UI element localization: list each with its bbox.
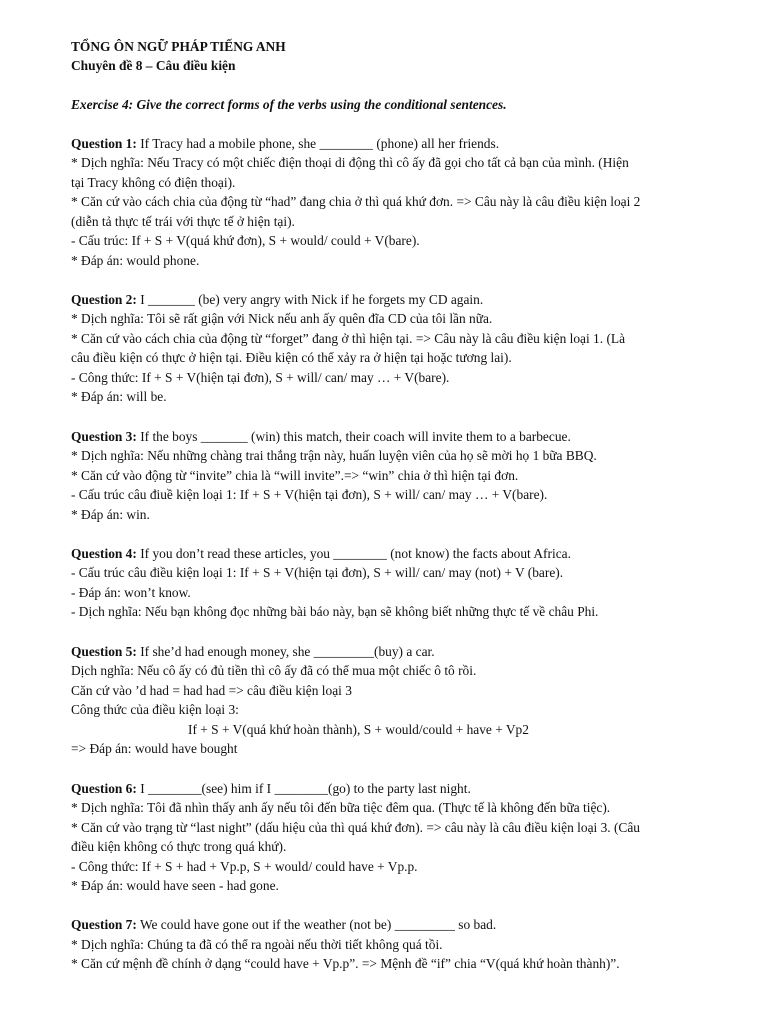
q3-line-3: - Cấu trúc câu điuề kiện loại 1: If + S + V(hiện tại đơn), S + will/ can/ may … + V(bare). [71, 487, 548, 502]
q6-line-4: - Công thức: If + S + had + Vp.p, S + would/ could have + Vp.p. [71, 859, 418, 874]
question-7-prompt [71, 915, 496, 935]
question-5-label: Question 5: [71, 644, 137, 659]
q1-line-1: * Dịch nghĩa: Nếu Tracy có một chiếc điện thoại di động thì cô ấy đã gọi cho tất cả bạn của mình. (Hiện [71, 155, 629, 170]
question-6-text: I ________(see) him if I ________(go) to the party last night. [136, 781, 471, 796]
question-2-prompt [71, 290, 483, 310]
q6-line-3: điều kiện không có thực trong quá khứ). [71, 839, 287, 854]
q5-line-3: Công thức của điều kiện loại 3: [71, 702, 239, 717]
q5-line-1: Dịch nghĩa: Nếu cô ấy có đủ tiền thì cô ấy đã có thể mua một chiếc ô tô rồi. [71, 663, 477, 678]
question-5-text: If she’d had enough money, she _________(buy) a car. [136, 644, 435, 659]
q3-line-1: * Dịch nghĩa: Nếu những chàng trai thắng trận này, huấn luyện viên của họ sẽ mời họ 1 bữa BBQ. [71, 448, 597, 463]
q6-answer: * Đáp án: would have seen - had gone. [71, 878, 279, 893]
question-2-text: I _______ (be) very angry with Nick if he forgets my CD again. [136, 292, 484, 307]
question-3-label: Question 3: [71, 429, 137, 444]
exercise-heading: Exercise 4: Give the correct forms of the verbs using the conditional sentences. [71, 97, 507, 112]
q3-line-2: * Căn cứ vào động từ “invite” chia là “will invite”.=> “win” chia ở thì hiện tại đơn. [71, 468, 519, 483]
q3-answer: * Đáp án: win. [71, 507, 150, 522]
q6-line-2: * Căn cứ vào trạng từ “last night” (dấu hiệu của thì quá khứ đơn). => câu này là câu điều kiện loại 3. (Câu [71, 820, 640, 835]
q6-line-1: * Dịch nghĩa: Tôi đã nhìn thấy anh ấy nếu tôi đến bữa tiệc đêm qua. (Thực tế là không đến bữa tiệc). [71, 800, 611, 815]
q1-line-2: tại Tracy không có điện thoại). [71, 175, 236, 190]
question-2-label: Question 2: [71, 292, 137, 307]
q4-line-1: - Cấu trúc câu điều kiện loại 1: If + S + V(hiện tại đơn), S + will/ can/ may (not) + V (bare). [71, 565, 564, 580]
document-title: TỔNG ÔN NGỮ PHÁP TIẾNG ANH [71, 39, 286, 54]
q2-line-2: * Căn cứ vào cách chia của động từ “forget” đang ở thì hiện tại. => Câu này là câu điều kiện loại 1. (Là [71, 331, 626, 346]
question-7-label: Question 7: [71, 917, 137, 932]
question-7-text: We could have gone out if the weather (not be) _________ so bad. [136, 917, 497, 932]
question-4-text: If you don’t read these articles, you ________ (not know) the facts about Africa. [136, 546, 571, 561]
question-3-prompt [71, 427, 571, 447]
question-6-prompt [71, 779, 471, 799]
question-1-text: If Tracy had a mobile phone, she ________ (phone) all her friends. [136, 136, 500, 151]
question-3-text: If the boys _______ (win) this match, their coach will invite them to a barbecue. [136, 429, 571, 444]
document-subtitle: Chuyên đề 8 – Câu điều kiện [71, 58, 236, 73]
q2-line-1: * Dịch nghĩa: Tôi sẽ rất giận với Nick nếu anh ấy quên đĩa CD của tôi lần nữa. [71, 311, 493, 326]
question-1-prompt [71, 134, 499, 154]
q2-answer: * Đáp án: will be. [71, 389, 167, 404]
question-4-prompt [71, 544, 571, 564]
q5-line-2: Căn cứ vào ’d had = had had => câu điều kiện loại 3 [71, 683, 352, 698]
q1-line-5: - Cấu trúc: If + S + V(quá khứ đơn), S + would/ could + V(bare). [71, 233, 420, 248]
q1-line-4: (diễn tả thực tế trái với thực tế ở hiện tại). [71, 214, 295, 229]
q7-line-1: * Dịch nghĩa: Chúng ta đã có thể ra ngoài nếu thời tiết không quá tồi. [71, 937, 443, 952]
q1-answer: * Đáp án: would phone. [71, 253, 200, 268]
q2-line-3: câu điều kiện có thực ở hiện tại. Điều kiện có thể xảy ra ở hiện tại hoặc tương lai). [71, 350, 512, 365]
q4-line-3: - Dịch nghĩa: Nếu bạn không đọc những bài báo này, bạn sẽ không biết những thực tế về châu Phi. [71, 604, 599, 619]
q4-answer: - Đáp án: won’t know. [71, 585, 191, 600]
q5-answer: => Đáp án: would have bought [71, 741, 238, 756]
question-6-label: Question 6: [71, 781, 137, 796]
question-5-prompt [71, 642, 435, 662]
q1-line-3: * Căn cứ vào cách chia của động từ “had” đang chia ở thì quá khứ đơn. => Câu này là câu điều kiện loại 2 [71, 194, 641, 209]
q7-line-2: * Căn cứ mệnh đề chính ở dạng “could have + Vp.p”. => Mệnh đề “if” chia “V(quá khứ hoàn thành)”. [71, 956, 620, 971]
q5-formula: If + S + V(quá khứ hoàn thành), S + would/could + have + Vp2 [188, 722, 529, 737]
q2-line-4: - Công thức: If + S + V(hiện tại đơn), S + will/ can/ may … + V(bare). [71, 370, 450, 385]
question-1-label: Question 1: [71, 136, 137, 151]
question-4-label: Question 4: [71, 546, 137, 561]
